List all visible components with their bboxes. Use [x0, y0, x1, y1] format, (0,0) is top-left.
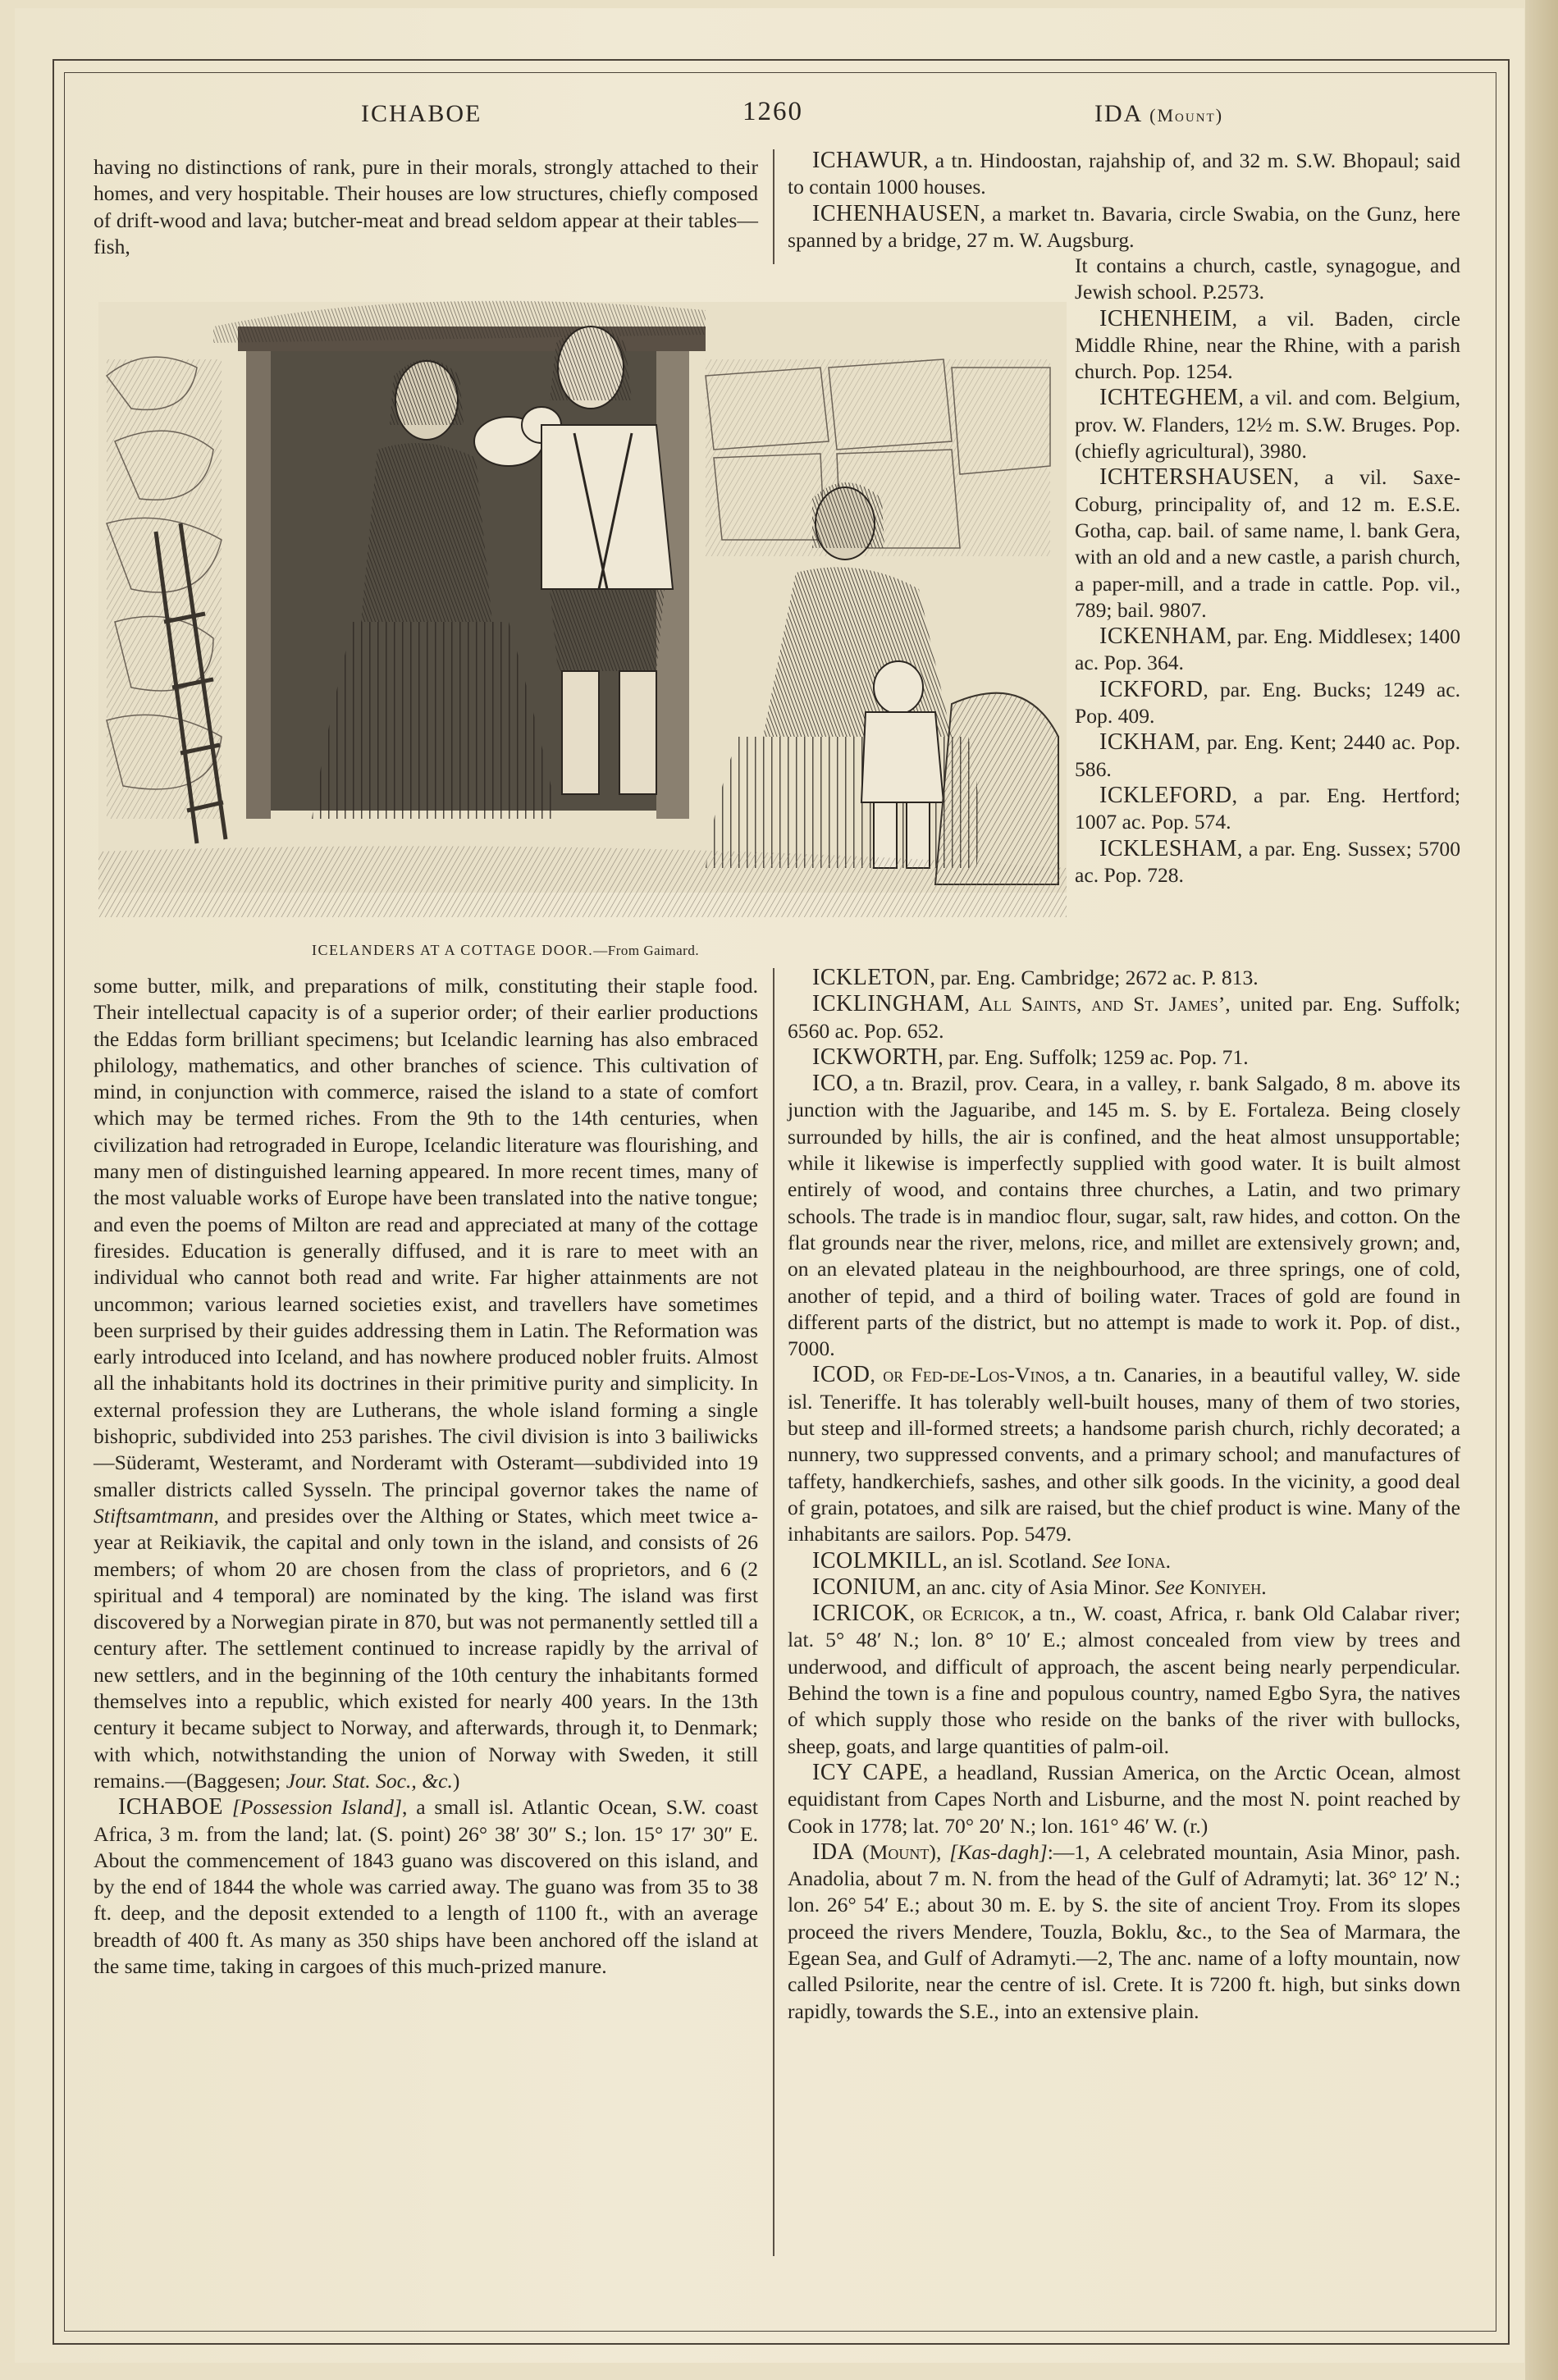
illustration-caption: [312, 942, 699, 959]
entry-text: , a vil. Saxe-Coburg, principality of, and 12 m. E.S.E. Gotha, cap. bail. of same name, l. bank Gera, with an old and a new castle, a parish church, a paper-mill, and a trade in cattle. Pop. vil., 789; bail. 9807.: [1075, 465, 1460, 622]
entry-head: ICKENHAM: [1099, 624, 1227, 650]
entry-text: , a tn. Hindoostan, rajahship of, and 32 m. S.W. Bhopaul; said to contain 1000 houses.: [788, 148, 1460, 199]
entry-head: ICKHAM: [1099, 729, 1195, 756]
entry-text: , par. Eng. Suffolk; 1259 ac. Pop. 71.: [938, 1044, 1249, 1069]
entry-head: ICKLETON: [812, 965, 930, 990]
entry-text: , a tn., W. coast, Africa, r. bank Old Calabar river; lat. 5° 48′ N.; lon. 8° 10′ E.; almost concealed from view by trees and underwood, and difficult of approach, the ascent being nearly perpendicular. Behind the town is a fine and populous country, named Egbo Syra, the natives of which supply those who reside on the banks of the river with bullocks, sheep, goats, and large quantities of palm-oil.: [788, 1601, 1460, 1758]
entry-head: ICY CAPE: [812, 1759, 924, 1785]
entry-ickenham: [1075, 624, 1460, 677]
entry-text: , a vil. Baden, circle Middle Rhine, near the Rhine, with a parish church. Pop. 1254.: [1075, 306, 1460, 384]
entry-head: ICHENHEIM: [1099, 305, 1232, 331]
entry-text: , a par. Eng. Sussex; 5700 ac. Pop. 728.: [1075, 836, 1460, 887]
entry-ichenhausen: [788, 201, 1460, 254]
entry-head: ICHAWUR: [812, 148, 924, 173]
entry-ichawur: [788, 148, 1460, 201]
entry-ichaboe: [94, 1794, 758, 1980]
entry-head: ICKLEFORD: [1099, 782, 1232, 808]
cross-reference: Koniyeh.: [1189, 1574, 1267, 1599]
entry-text: , a par. Eng. Hertford; 1007 ac. Pop. 574.: [1075, 783, 1460, 834]
entry-ickleford: [1075, 783, 1460, 836]
entry-head: ICRICOK: [812, 1601, 910, 1627]
entry-text: , a small isl. Atlantic Ocean, S.W. coast Africa, 3 m. from the land; lat. (S. point) 26° 38′ 30″ S.; lon. 15° 17′ 30″ E. About the commencement of 1843 guano was discovered on this island, and by the end of 1844 the whole was carried away. The guano was from 35 to 38 ft. deep, and the deposit extended to a length of 1100 ft., with an average breadth of 400 ft. As many as 350 ships have been anchored off the island at the same time, taking in cargoes of this much-prized manure.: [94, 1795, 758, 1978]
entry-icklingham: [788, 991, 1460, 1044]
entry-head: ICOD: [812, 1362, 870, 1388]
entry-text: , a headland, Russian America, on the Arctic Ocean, almost equidistant from Capes North and Lisburne, and the most N. point reached by Cook in 1778; lat. 70° 20′ N.; lon. 161° 46′ W. (r.): [788, 1760, 1460, 1838]
right-column-bottom: [788, 965, 1460, 2025]
iceland-paragraph: [94, 973, 758, 1794]
entry-smallcaps: , All Saints, and St. James’: [964, 992, 1226, 1016]
iceland-text-a: some butter, milk, and preparations of milk, constituting their staple food. Their intellectual capacity is of a superior order; of their earlier productions the Eddas form brilliant specimens; but Icelandic learning has also embraced philology, mathematics, and other branches of science. This cultivation of mind, in conjunction with commerce, raised the island to a state of comfort which may be termed riches. From the 9th to the 14th centuries, when civilization had retrograded in Europe, Icelandic literature was flourishing, and many men of distinguished learning appeared. In more recent times, many of the most valuable works of Europe have been translated into the native tongue; and even the poems of Milton are read and appreciated at many of the cottage firesides. Education is generally diffused, and it is rare to meet with an individual who cannot both read and write. Far higher attainments are not uncommon; various learned societies exist, and travellers have sometimes been surprised by their guides addressing them in Latin. The Reformation was early introduced into Iceland, and has nowhere produced nobler fruits. Almost all the inhabitants hold its doctrines in their primitive purity and simplicity. In external profession they are Lutherans, the whole island forming a single bishopric, subdivided into 253 parishes. The civil division is into 3 bailiwicks—Süderamt, Westeramt, and Norderamt with Osteramt—subdivided into 19 smaller districts called Sysseln. The principal governor takes the name of: [94, 974, 758, 1501]
iceland-text-ref: Jour. Stat. Soc., &c.: [286, 1768, 453, 1793]
page-number: 1260: [742, 97, 803, 126]
entry-ichenhausen-cont: [1075, 253, 1460, 306]
entry-text: , a tn. Canaries, in a beautiful valley, W. side isl. Teneriffe. It has tolerably well-built houses, many of them of two stories, but steep and ill-formed streets; a handsome parish church, richly decorated; a nunnery, two suppressed convents, and a primary school; and manufactures of taffety, handkerchiefs, sashes, and other silk goods. In the vicinity, a good deal of grain, potatoes, and silk are raised, but the chief product is wine. Many of the inhabitants are sailors. Pop. 5479.: [788, 1363, 1460, 1546]
entry-head: ICKWORTH: [812, 1044, 939, 1070]
entry-text: , an anc. city of Asia Minor.: [916, 1574, 1155, 1599]
entry-text: , par. Eng. Kent; 2440 ac. Pop. 586.: [1075, 730, 1460, 781]
engraving-svg: [82, 277, 1067, 934]
entry-text: , united par. Eng. Suffolk; 6560 ac. Pop. 652.: [788, 992, 1460, 1043]
caption-source: —From Gaimard.: [593, 943, 700, 958]
entry-text: , par. Eng. Bucks; 1249 ac. Pop. 409.: [1075, 677, 1460, 729]
entry-ickford: [1075, 677, 1460, 730]
entry-ickworth: [788, 1044, 1460, 1071]
entry-alt: [Possession Island]: [231, 1795, 402, 1820]
left-top-paragraph: having no distinctions of rank, pure in their morals, strongly attached to their homes, and very hospitable. Their houses are low structures, chiefly composed of drift-wood and lava; butcher-meat and bread seldom appear at their tables—fish,: [94, 155, 758, 259]
entry-text: , par. Eng. Middlesex; 1400 ac. Pop. 364.: [1075, 624, 1460, 675]
entry-alt: , [Kas-dagh]: [935, 1839, 1048, 1864]
entry-ichtershausen: [1075, 464, 1460, 624]
entry-ickleton: [788, 965, 1460, 991]
entry-text: , a market tn. Bavaria, circle Swabia, on the Gunz, here spanned by a bridge, 27 m. W. Augsburg.: [788, 201, 1460, 252]
entry-head: ICHTEGHEM: [1099, 385, 1239, 411]
column-divider-bottom: [773, 968, 774, 2256]
entry-text: , an isl. Scotland.: [942, 1548, 1093, 1573]
entry-text: , a tn. Brazil, prov. Ceara, in a valley, r. bank Salgado, 8 m. above its junction with the Jaguaribe, and 145 m. S. by E. Fortaleza. Being closely surrounded by hills, the air is confined, and the heat almost unsupportable; while it likewise is imperfectly supplied with good water. It is built almost entirely of wood, and contains three churches, a Latin, and two primary schools. The trade is in mandioc flour, sugar, salt, raw hides, and cotton. On the flat grounds near the river, melons, rice, and millet are extensively grown; and, on an elevated plateau in the neighbourhood, are three springs, one of cold, another of tepid, and a third of boiling water. Traces of gold are found in different parts of the district, but no attempt is made to work it. Pop. of dist., 7000.: [788, 1071, 1460, 1361]
entry-ichteghem: [1075, 385, 1460, 464]
entry-head: ICKLINGHAM: [812, 991, 965, 1017]
left-column-bottom: [94, 973, 758, 1980]
header-left-word: ICHABOE: [361, 100, 482, 127]
entry-icricok: [788, 1601, 1460, 1760]
entry-head: IDA: [812, 1839, 855, 1865]
book-binding-edge: [1525, 0, 1558, 2380]
entry-text: , a vil. and com. Belgium, prov. W. Flanders, 12½ m. S.W. Bruges. Pop. (chiefly agricultural), 3980.: [1075, 386, 1460, 464]
entry-ichenheim: [1075, 306, 1460, 386]
iceland-text-term: Stiftsamtmann: [94, 1503, 214, 1528]
left-column-top: [94, 154, 758, 261]
entry-head: ICHTERSHAUSEN: [1099, 464, 1294, 491]
entry-head: ICKLESHAM: [1099, 835, 1237, 861]
iceland-text-b: , and presides over the Althing or States, which meet twice a-year at Reikiavik, the capital and only town in the island, and consists of 26 members; of whom 20 are chosen from the class of proprietors, and 6 (2 spiritual and 4 temporal) are nominated by the king. The island was first discovered by a Norwegian pirate in 870, but was not permanently settled till a century after. The settlement continued to increase rapidly by the arrival of new settlers, and in the beginning of the 10th century the inhabitants formed themselves into a republic, which existed for nearly 400 years. In the 13th century it became subject to Norway, and afterwards, through it, to Denmark; with which, notwithstanding the union of Norway with Sweden, it still remains.—(Baggesen;: [94, 1503, 758, 1793]
entry-ickham: [1075, 729, 1460, 783]
entry-icy-cape: [788, 1760, 1460, 1839]
entry-head: ICO: [812, 1071, 853, 1097]
cross-reference: Iona.: [1126, 1548, 1172, 1573]
entry-head: ICHENHAUSEN: [812, 200, 980, 226]
entry-smallcaps: , or Ecricok: [909, 1601, 1020, 1626]
entry-iconium: [788, 1574, 1460, 1601]
header-right-main: IDA: [1094, 100, 1142, 127]
entry-head: ICOLMKILL: [812, 1547, 943, 1574]
entry-ida-mount: [788, 1839, 1460, 2025]
rock: [935, 693, 1058, 884]
header-right-word: [1094, 100, 1223, 128]
column-divider-top: [773, 149, 774, 264]
entry-ico: [788, 1071, 1460, 1362]
entry-head: ICONIUM: [812, 1574, 916, 1600]
entry-text: , par. Eng. Cambridge; 2672 ac. P. 813.: [930, 966, 1259, 989]
entry-head: ICHABOE: [118, 1794, 223, 1820]
entry-icolmkill: [788, 1548, 1460, 1574]
entry-text: :—1, A celebrated mountain, Asia Minor, pash. Anadolia, about 7 m. N. from the head of the Gulf of Adramyti; lat. 36° 12′ N.; lon. 26° 54′ E.; about 30 m. E. by S. the site of ancient Troy. From its slopes proceed the rivers Mendere, Touzla, Boklu, &c., to the Sea of Marmara, the Egean Sea, and Gulf of Adramyti.—2, The anc. name of a lofty mountain, now called Psilorite, near the centre of isl. Crete. It is 7200 ft. high, but sinks down rapidly, towards the S.E., into an extensive plain.: [788, 1839, 1460, 2023]
entry-icod: [788, 1362, 1460, 1547]
see-reference: See: [1154, 1574, 1185, 1599]
entry-text: It contains a church, castle, synagogue, and Jewish school. P.2573.: [1075, 254, 1460, 304]
entry-smallcaps: (Mount): [854, 1839, 936, 1864]
running-header: [66, 94, 1493, 135]
caption-title: ICELANDERS AT A COTTAGE DOOR.: [312, 942, 594, 958]
see-reference: See: [1092, 1548, 1122, 1573]
entry-icklesham: [1075, 836, 1460, 889]
iceland-text-close: ): [452, 1768, 460, 1793]
header-right-paren: (Mount): [1149, 105, 1224, 126]
right-column-top: [788, 148, 1460, 254]
entry-smallcaps: , or Fed-de-Los-Vinos: [870, 1363, 1065, 1387]
right-column-narrow: [1075, 253, 1460, 889]
illustration-icelanders: [82, 277, 1067, 934]
entry-head: ICKFORD: [1099, 676, 1204, 702]
